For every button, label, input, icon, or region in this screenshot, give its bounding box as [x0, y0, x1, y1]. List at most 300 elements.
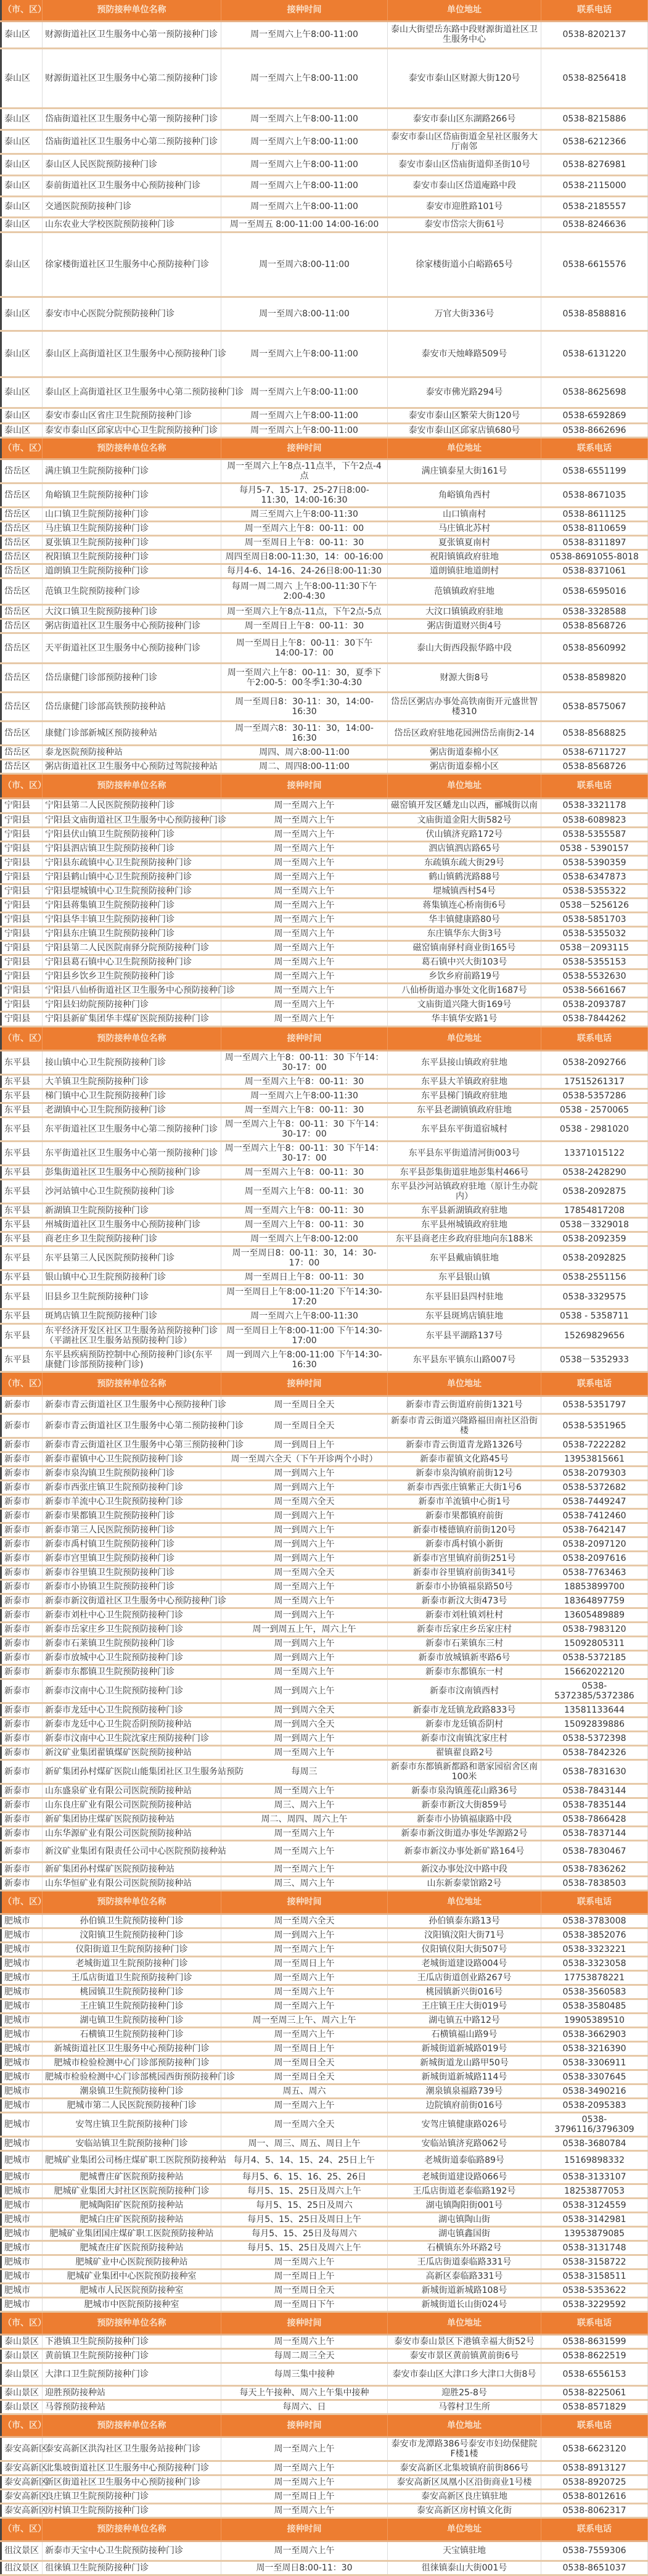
table-row: [1, 1745, 648, 1759]
table-row: [1, 521, 648, 535]
table-row: [1, 1414, 648, 1438]
vaccination-time-cell: 周一至周三上午、周六上午: [221, 2013, 388, 2027]
district-cell: 东平县: [1, 1179, 43, 1203]
vaccination-time-cell: 周一至周六上午: [221, 1840, 388, 1862]
column-header-name: 预防接种单位名称: [43, 2414, 221, 2437]
phone-cell: 13605489889: [541, 1608, 648, 1622]
site-name-cell: 肥城矿业中心医院预防接种站: [43, 2255, 221, 2269]
phone-cell: 0538-3580485: [541, 1999, 648, 2013]
table-row: [1, 175, 648, 196]
district-cell: 岱岳区: [1, 604, 43, 619]
district-cell: 新泰市: [1, 1840, 43, 1862]
vaccination-time-cell: 周一至周六上午8：00-11：30: [221, 1103, 388, 1117]
vaccination-time-cell: 周一至周六上午: [221, 1999, 388, 2013]
table-row: [1, 1970, 648, 1985]
vaccination-time-cell: 周五、周六: [221, 2084, 388, 2098]
column-header-district: （市、区）: [1, 773, 43, 798]
district-cell: 肥城市: [1, 2212, 43, 2226]
site-name-cell: 新泰市小协镇卫生院预防接种门诊: [43, 1579, 221, 1594]
address-cell: 祝阳镇镇政府驻地: [388, 549, 541, 564]
site-name-cell: 宁阳县东庄镇卫生院预防接种门诊: [43, 926, 221, 940]
phone-cell: 13371015122: [541, 1141, 648, 1165]
table-row: [1, 1551, 648, 1565]
district-cell: 泰山区: [1, 423, 43, 437]
table-row: [1, 549, 648, 564]
phone-cell: 0538-8311897: [541, 535, 648, 549]
vaccination-time-cell: 周一至周六全天: [221, 1565, 388, 1579]
table-row: [1, 1798, 648, 1812]
district-cell: 岱岳区: [1, 745, 43, 759]
phone-cell: 0538-5390359: [541, 855, 648, 870]
phone-cell: 0538-5532630: [541, 969, 648, 983]
site-name-cell: 新矿集团孙村煤矿医院预防接种站: [43, 1862, 221, 1876]
table-row: [1, 2226, 648, 2241]
site-name-cell: 新泰市羊流中心卫生院预防接种门诊: [43, 1494, 221, 1508]
district-cell: 肥城市: [1, 1914, 43, 1928]
table-row: [1, 841, 648, 855]
district-cell: 东平县: [1, 1270, 43, 1285]
address-cell: 新泰市东都镇新都路和谐家园宿舍区南100米: [388, 1759, 541, 1784]
phone-cell: 17854817208: [541, 1203, 648, 1217]
vaccination-time-cell: 周一至周六上午: [221, 2475, 388, 2489]
address-cell: 老城街道建设路004号: [388, 1956, 541, 1970]
column-header-district: （市、区）: [1, 2517, 43, 2541]
site-name-cell: 山东盛泉矿业有限公司医院预防接种站: [43, 1784, 221, 1798]
address-cell: 角峪镇角西村: [388, 483, 541, 507]
phone-cell: 0538-8622519: [541, 2348, 648, 2363]
vaccination-time-cell: 周一至周六上午8:00-11:00: [221, 175, 388, 196]
phone-cell: 0538-3680784: [541, 2136, 648, 2150]
phone-cell: 0538-3124559: [541, 2198, 648, 2212]
column-header-name: 预防接种单位名称: [43, 0, 221, 21]
district-cell: 新泰市: [1, 1579, 43, 1594]
site-name-cell: 满庄镇卫生院预防接种门诊: [43, 459, 221, 483]
table-row: [1, 2269, 648, 2283]
district-cell: 东平县: [1, 1074, 43, 1088]
district-cell: 东平县: [1, 1203, 43, 1217]
vaccination-time-cell: 周一至周日上午8:00-11:20 下午14:30-17:20: [221, 1285, 388, 1309]
column-header-phone: 联系电话: [541, 773, 648, 798]
site-name-cell: 宁阳县堽城镇中心卫生院预防接种门诊: [43, 884, 221, 898]
vaccination-time-cell: 周一至周日8：30-11：30，14:00-16:30: [221, 692, 388, 721]
vaccination-time-cell: 周一至周六上午: [221, 1942, 388, 1956]
vaccination-time-cell: 周一至周六上午: [221, 997, 388, 1011]
site-name-cell: 夏张镇卫生院预防接种门诊: [43, 535, 221, 549]
district-cell: 岱岳区: [1, 521, 43, 535]
address-cell: 堽城镇西村54号: [388, 884, 541, 898]
site-name-cell: 黄前镇卫生院预防接种门诊: [43, 2348, 221, 2363]
table-row: [1, 2475, 648, 2489]
table-row: [1, 459, 648, 483]
vaccination-time-cell: 周一至周日8:00-11：30: [221, 2561, 388, 2575]
district-cell: 东平县: [1, 1323, 43, 1348]
table-row: [1, 1862, 648, 1876]
address-cell: 石横镇东外环路2号: [388, 2241, 541, 2255]
vaccination-time-cell: 周一到周五上午，周六上午: [221, 1622, 388, 1636]
district-cell: 岱岳区: [1, 549, 43, 564]
table-row: [1, 663, 648, 692]
vaccination-time-cell: 周一至周六上午8：00-11：30: [221, 1217, 388, 1232]
district-cell: 肥城市: [1, 1985, 43, 1999]
site-name-cell: 天平街道社区卫生服务中心预防接种门诊: [43, 633, 221, 663]
address-cell: 泰山大街望岳东路中段财源街道社区卫生服务中心: [388, 21, 541, 48]
vaccination-time-cell: 周一至周日全天: [221, 1396, 388, 1414]
district-cell: 新泰市: [1, 1784, 43, 1798]
phone-cell: 0538-6347873: [541, 870, 648, 884]
district-cell: 东平县: [1, 1165, 43, 1179]
vaccination-time-cell: 周一至周六上午: [221, 1579, 388, 1594]
phone-cell: 17753878221: [541, 1970, 648, 1985]
district-cell: 新泰市: [1, 1537, 43, 1551]
site-name-cell: 肥城曹庄矿医院预防接种站: [43, 2170, 221, 2184]
vaccination-time-cell: 周一至周六上午: [221, 2437, 388, 2461]
site-name-cell: 肥城市检验检测中心门诊部桃园西街预防接种门诊: [43, 2070, 221, 2084]
site-name-cell: 新矿集团孙村煤矿医院山能集团社区卫生服务站预防: [43, 1759, 221, 1784]
site-name-cell: 大羊镇卫生院预防接种门诊: [43, 1074, 221, 1088]
phone-cell: 0538-3229592: [541, 2297, 648, 2311]
site-name-cell: 汶阳镇卫生院预防接种门诊: [43, 1928, 221, 1942]
site-name-cell: 泰前街道社区卫生服务中心预防接种门诊: [43, 175, 221, 196]
column-header-address: 单位地址: [388, 2414, 541, 2437]
site-name-cell: 泰龙医院预防接种站: [43, 745, 221, 759]
phone-cell: 0538-3560583: [541, 1985, 648, 1999]
vaccination-time-cell: 周三、周六上午: [221, 1798, 388, 1812]
district-cell: 肥城市: [1, 2055, 43, 2070]
district-cell: 肥城市: [1, 2297, 43, 2311]
district-cell: 新泰市: [1, 1480, 43, 1494]
vaccination-time-cell: 周一至周六上午8:00-11:00: [221, 108, 388, 130]
address-cell: 泰安市天烛峰路509号: [388, 331, 541, 377]
address-cell: 迎胜25-8号: [388, 2385, 541, 2400]
address-cell: 湖屯镇五中路12号: [388, 2013, 541, 2027]
table-row: [1, 507, 648, 521]
site-name-cell: 石横镇卫生院预防接种门诊: [43, 2027, 221, 2041]
site-name-cell: 肥城白庄矿医院预防接种站: [43, 2212, 221, 2226]
district-cell: 肥城市: [1, 2027, 43, 2041]
table-row: [1, 154, 648, 175]
vaccination-time-cell: 周一到周六上午: [221, 1650, 388, 1665]
phone-cell: 0538-3852076: [541, 1928, 648, 1942]
phone-cell: 0538-8913127: [541, 2461, 648, 2475]
phone-cell: 0538-8589820: [541, 663, 648, 692]
site-name-cell: 新城街道社区卫生服务中心预防接种门诊: [43, 2041, 221, 2055]
phone-cell: 0538-6556153: [541, 2363, 648, 2385]
table-row: [1, 2334, 648, 2348]
table-row: [1, 130, 648, 154]
table-row: [1, 1050, 648, 1074]
district-cell: 泰山景区: [1, 2363, 43, 2385]
district-cell: 东平县: [1, 1348, 43, 1372]
address-cell: 泰安市迎胜路101号: [388, 196, 541, 217]
vaccination-time-cell: 周一至周六上午8：00-11：30 下午14：30-17：00: [221, 1141, 388, 1165]
section-header-row: [1, 0, 648, 21]
phone-cell: 0538-6212366: [541, 130, 648, 154]
site-name-cell: 旧县乡卫生院预防接种门诊: [43, 1285, 221, 1309]
table-row: [1, 196, 648, 217]
table-row: [1, 108, 648, 130]
district-cell: 新泰市: [1, 1862, 43, 1876]
table-row: [1, 21, 648, 48]
table-row: [1, 1217, 648, 1232]
column-header-address: 单位地址: [388, 2311, 541, 2334]
district-cell: 新泰市: [1, 1414, 43, 1438]
table-row: [1, 1650, 648, 1665]
site-name-cell: 仪阳街道卫生院预防接种门诊: [43, 1942, 221, 1956]
address-cell: 新泰市青云街道兴隆路福田南社区沿街楼: [388, 1414, 541, 1438]
vaccination-time-cell: 周一至周六上午: [221, 983, 388, 997]
column-header-district: （市、区）: [1, 1890, 43, 1914]
address-cell: 王瓜店街道泰临路331号: [388, 2255, 541, 2269]
vaccination-time-cell: 每月5、15、25日及周六: [221, 2198, 388, 2212]
address-cell: 新泰市小协镇福泉路50号: [388, 1579, 541, 1594]
district-cell: 新泰市: [1, 1650, 43, 1665]
vaccination-time-cell: 周一至周六上午8：00-11：30 下午14：30-17：00: [221, 1117, 388, 1141]
phone-cell: 0538-3142981: [541, 2212, 648, 2226]
column-header-name: 预防接种单位名称: [43, 437, 221, 459]
table-row: [1, 2437, 648, 2461]
vaccination-time-cell: 周一至周六上午: [221, 827, 388, 841]
address-cell: 翟镇翟良路2号: [388, 1745, 541, 1759]
address-cell: 山东新泰蒙馆路2号: [388, 1876, 541, 1890]
address-cell: 泗店镇泗店路65号: [388, 841, 541, 855]
table-row: [1, 1270, 648, 1285]
site-name-cell: 新泰市新汶街道社区卫生服务中心预防接种门诊: [43, 1594, 221, 1608]
phone-cell: 0538-5353622: [541, 2283, 648, 2297]
phone-cell: 0538-3323221: [541, 1942, 648, 1956]
district-cell: 新泰市: [1, 1731, 43, 1745]
address-cell: 葛石镇中兴大街103号: [388, 955, 541, 969]
site-name-cell: 财源街道社区卫生服务中心第一预防接种门诊: [43, 21, 221, 48]
address-cell: 东平县老湖镇镇政府驻地: [388, 1103, 541, 1117]
table-row: [1, 619, 648, 633]
table-row: [1, 2348, 648, 2363]
site-name-cell: 马庄镇卫生院预防接种门诊: [43, 521, 221, 535]
address-cell: 桃园镇新兴街016号: [388, 1985, 541, 1999]
address-cell: 孙伯镇泰东路13号: [388, 1914, 541, 1928]
district-cell: 岱岳区: [1, 619, 43, 633]
district-cell: 肥城市: [1, 1956, 43, 1970]
address-cell: 泰安市泰山景区下港镇幸福大街52号: [388, 2334, 541, 2348]
table-row: [1, 2461, 648, 2475]
vaccination-time-cell: 每月5、15、25日及周六上午: [221, 2184, 388, 2198]
vaccination-time-cell: 周一至周六上午: [221, 1985, 388, 1999]
table-row: [1, 1103, 648, 1117]
vaccination-time-cell: 周一至周六上午: [221, 2255, 388, 2269]
table-row: [1, 1494, 648, 1508]
district-cell: 岱岳区: [1, 459, 43, 483]
address-cell: 东平县旧县四村驻地: [388, 1285, 541, 1309]
district-cell: 肥城市: [1, 2084, 43, 2098]
table-row: [1, 1011, 648, 1026]
address-cell: 东平县彭集街道驻地彭集村466号: [388, 1165, 541, 1179]
table-row: [1, 604, 648, 619]
district-cell: 泰山景区: [1, 2400, 43, 2414]
address-cell: 东平县东平街道清河街003号: [388, 1141, 541, 1165]
address-cell: 新泰市龙廷镇岙阴村: [388, 1717, 541, 1731]
table-row: [1, 1203, 648, 1217]
address-cell: 新泰市刘杜镇刘杜村: [388, 1608, 541, 1622]
vaccination-time-cell: 周一至周六上午8:00-11:30: [221, 1088, 388, 1103]
table-row: [1, 1665, 648, 1679]
address-cell: 新泰市龙廷镇龙政路833号: [388, 1703, 541, 1717]
vaccination-time-cell: 周一至周六上午: [221, 940, 388, 955]
district-cell: 肥城市: [1, 2269, 43, 2283]
table-row: [1, 2170, 648, 2184]
vaccination-time-cell: 周一到周六上午: [221, 1523, 388, 1537]
site-name-cell: 桃园镇卫生院预防接种门诊: [43, 1985, 221, 1999]
address-cell: 文庙街道金阳大街582号: [388, 813, 541, 827]
address-cell: 湖屯镇陶阳街001号: [388, 2198, 541, 2212]
vaccination-time-cell: 周一到周六上午: [221, 1608, 388, 1622]
address-cell: 泰山大街西段振华路中段: [388, 633, 541, 663]
phone-cell: 15269829656: [541, 1323, 648, 1348]
district-cell: 泰山景区: [1, 2334, 43, 2348]
phone-cell: 0538-5661667: [541, 983, 648, 997]
vaccination-time-cell: 周一至周日上午: [221, 2489, 388, 2503]
site-name-cell: 新汶矿业集团翟镇煤矿医院预防接种站: [43, 1745, 221, 1759]
address-cell: 安驾庄镇健康路026号: [388, 2112, 541, 2136]
vaccination-time-cell: 周一至周六上午: [221, 2098, 388, 2112]
address-cell: 泰安市景区黄前镇黄前街6号: [388, 2348, 541, 2363]
district-cell: 肥城市: [1, 2241, 43, 2255]
site-name-cell: 新泰市翟镇中心卫生院预防接种门诊: [43, 1452, 221, 1466]
district-cell: 宁阳县: [1, 997, 43, 1011]
phone-cell: 0538-7835144: [541, 1798, 648, 1812]
district-cell: 泰山区: [1, 196, 43, 217]
address-cell: 新城街道龙山路甲50号: [388, 2055, 541, 2070]
table-row: [1, 2541, 648, 2561]
table-row: [1, 2212, 648, 2226]
table-row: [1, 331, 648, 377]
site-name-cell: 泰安市泰山区省庄卫生院预防接种门诊: [43, 408, 221, 423]
phone-cell: 0538-7831630: [541, 1759, 648, 1784]
table-row: [1, 912, 648, 926]
vaccination-time-cell: 周一至周六上午8：00-11：30，夏季下午2:00-5：00冬季1:30-4:30: [221, 663, 388, 692]
phone-cell: 0538-5851703: [541, 912, 648, 926]
column-header-time: 接种时间: [221, 2414, 388, 2437]
address-cell: 徐家楼街道小白峪路65号: [388, 232, 541, 297]
address-cell: 泰安高新区房村镇文化街: [388, 2503, 541, 2517]
address-cell: 泰安市泰山区岱庙街道仰圣街10号: [388, 154, 541, 175]
vaccination-time-cell: 周一至周六上午8:00-11:00: [221, 48, 388, 108]
vaccination-time-cell: 周一至周六上午: [221, 798, 388, 813]
site-name-cell: 岱庙街道社区卫生服务中心第二预防接种门诊: [43, 130, 221, 154]
address-cell: 东平县大羊镇政府驻地: [388, 1074, 541, 1088]
site-name-cell: 新泰市龙廷中心卫生院预防接种门诊: [43, 1703, 221, 1717]
vaccination-time-cell: 周一至周六上午: [221, 1745, 388, 1759]
address-cell: 东平县商老庄乡政府驻地向东188米: [388, 1232, 541, 1246]
district-cell: 肥城市: [1, 2184, 43, 2198]
phone-cell: 0538-7844262: [541, 1011, 648, 1026]
site-name-cell: 肥城查庄矿医院预防接种站: [43, 2241, 221, 2255]
district-cell: 宁阳县: [1, 955, 43, 969]
site-name-cell: 宁阳县泗店镇卫生院预防接种门诊: [43, 841, 221, 855]
site-name-cell: 接山镇中心卫生院预防接种门诊: [43, 1050, 221, 1074]
phone-cell: 0538-8246636: [541, 217, 648, 232]
district-cell: 新泰市: [1, 1703, 43, 1717]
column-header-name: 预防接种单位名称: [43, 2311, 221, 2334]
vaccination-time-cell: 周一至周六全天（下午开诊两个小时）: [221, 1452, 388, 1466]
table-row: [1, 48, 648, 108]
phone-cell: 13953879085: [541, 2226, 648, 2241]
phone-cell: 0538－2093115: [541, 940, 648, 955]
district-cell: 泰山景区: [1, 2385, 43, 2400]
address-cell: 新泰市小协镇福康路中段: [388, 1812, 541, 1826]
address-cell: 泰安高新区良庄镇驻地: [388, 2489, 541, 2503]
table-row: [1, 1985, 648, 1999]
phone-cell: 0538-7559306: [541, 2541, 648, 2561]
column-header-phone: 联系电话: [541, 1372, 648, 1396]
district-cell: 宁阳县: [1, 798, 43, 813]
district-cell: 新泰市: [1, 1622, 43, 1636]
vaccination-time-cell: 周一至周六上午: [221, 1594, 388, 1608]
site-name-cell: 宁阳县第二人民医院南驿分院预防接种门诊: [43, 940, 221, 955]
table-row: [1, 855, 648, 870]
table-row: [1, 1731, 648, 1745]
address-cell: 东平县斑鸠店镇驻地: [388, 1309, 541, 1323]
column-header-time: 接种时间: [221, 773, 388, 798]
table-row: [1, 2136, 648, 2150]
site-name-cell: 大津口卫生院预防接种门诊: [43, 2363, 221, 2385]
column-header-phone: 联系电话: [541, 0, 648, 21]
address-cell: 马蓉村卫生所: [388, 2400, 541, 2414]
address-cell: 新泰市泉沟镇莲花山路36号: [388, 1784, 541, 1798]
site-name-cell: 岱岳康健门诊部预防接种门诊: [43, 663, 221, 692]
table-row: [1, 2503, 648, 2517]
address-cell: 八仙桥街道办事处文化街1687号: [388, 983, 541, 997]
column-header-address: 单位地址: [388, 2517, 541, 2541]
district-cell: 东平县: [1, 1232, 43, 1246]
district-cell: 泰山区: [1, 108, 43, 130]
section-header-row: [1, 773, 648, 798]
phone-cell: 0538-3328588: [541, 604, 648, 619]
phone-cell: 0538-7842326: [541, 1745, 648, 1759]
site-name-cell: 沙河站镇中心卫生院预防接种门诊: [43, 1179, 221, 1203]
address-cell: 湖屯镇鑫国街: [388, 2226, 541, 2241]
table-row: [1, 827, 648, 841]
column-header-phone: 联系电话: [541, 2311, 648, 2334]
table-row: [1, 2070, 648, 2084]
address-cell: 新泰市汶南镇沈家庄村: [388, 1731, 541, 1745]
address-cell: 磁窑镇南驿村商业街165号: [388, 940, 541, 955]
table-row: [1, 2055, 648, 2070]
district-cell: 泰山区: [1, 408, 43, 423]
column-header-address: 单位地址: [388, 1890, 541, 1914]
district-cell: 岱岳区: [1, 692, 43, 721]
address-cell: 泰安市泰山区邱家店镇680号: [388, 423, 541, 437]
address-cell: 新城街道新城路019号: [388, 2041, 541, 2055]
table-row: [1, 217, 648, 232]
address-cell: 新泰市放城镇新枣路6号: [388, 1650, 541, 1665]
site-name-cell: 祝阳镇卫生院预防接种门诊: [43, 549, 221, 564]
address-cell: 粥店街道泰棉小区: [388, 745, 541, 759]
address-cell: 东平县平湖路137号: [388, 1323, 541, 1348]
table-row: [1, 2363, 648, 2385]
table-row: [1, 2283, 648, 2297]
vaccination-time-cell: 周一至周六上午: [221, 870, 388, 884]
address-cell: 新泰市宫里镇府前街251号: [388, 1551, 541, 1565]
vaccination-time-cell: 周一至周六上午8：00-11：30: [221, 1179, 388, 1203]
vaccination-time-cell: 周一至周五 8:00-11:00 14:00-16:00: [221, 217, 388, 232]
site-name-cell: 新汶矿业集团有限责任公司中心医院预防接种站: [43, 1840, 221, 1862]
vaccination-time-cell: 周一至周六上午: [221, 2503, 388, 2517]
phone-cell: 0538-5355153: [541, 955, 648, 969]
site-name-cell: 肥城矿业集团国庄煤矿职工医院预防接种站: [43, 2226, 221, 2241]
site-name-cell: 新矿集团协庄煤矿医院预防接种站: [43, 1812, 221, 1826]
site-name-cell: 宁阳县华丰镇卫生院预防接种门诊: [43, 912, 221, 926]
district-cell: 肥城市: [1, 2150, 43, 2170]
vaccination-time-cell: 周一至周六上午8:00-11:00: [221, 423, 388, 437]
